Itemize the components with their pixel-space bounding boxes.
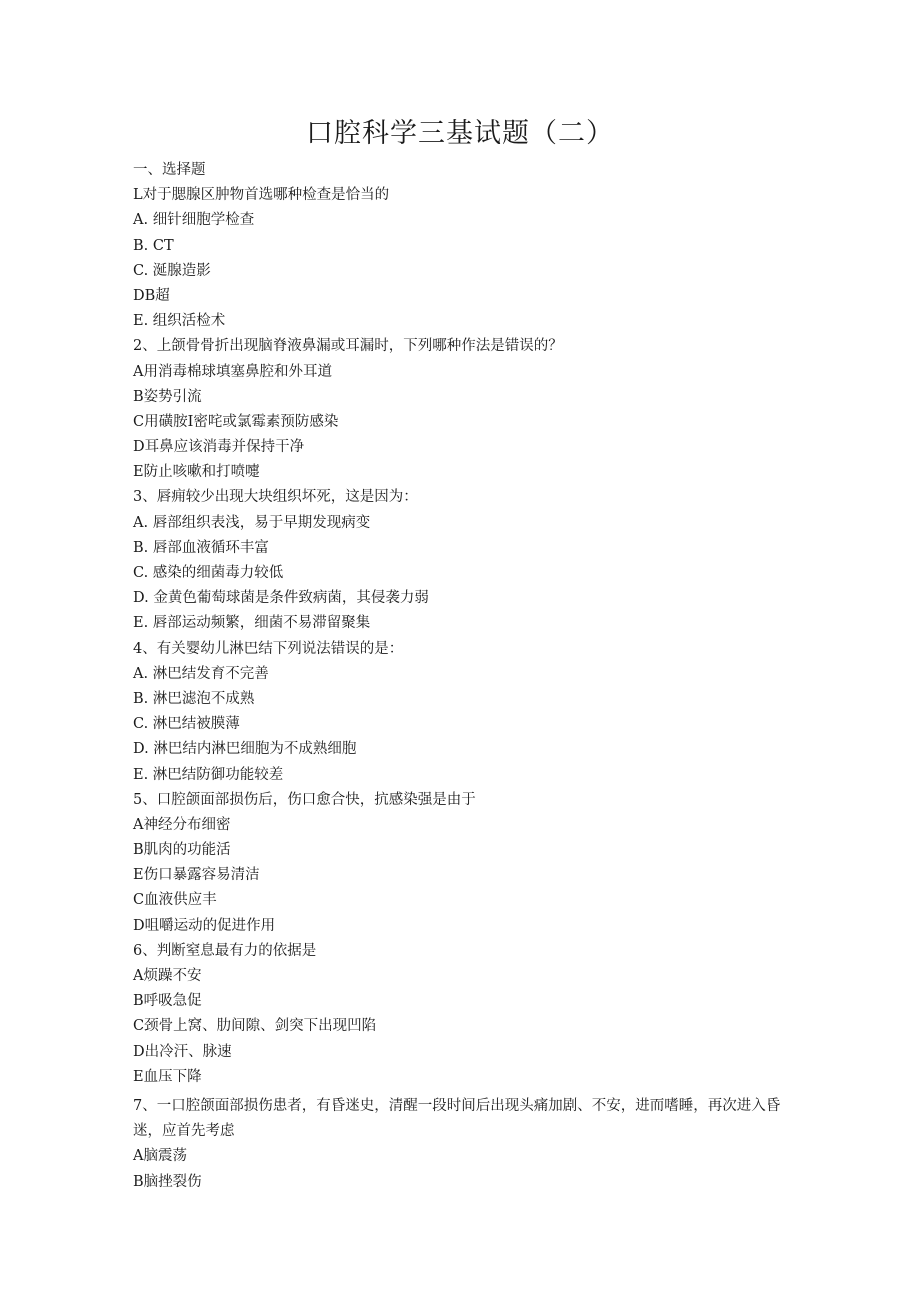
text-line: B呼吸急促 [133,993,202,1010]
text-line: D咀嚼运动的促进作用 [133,917,276,934]
text-line: B肌肉的功能活 [133,842,231,859]
text-line: C血液供应丰 [133,892,217,909]
option-line: A脑震荡 [133,1148,187,1165]
text-line: C. 感染的细菌毒力较低 [133,565,284,581]
text-line: L对于腮腺区肿物首选哪种检查是恰当的 [133,187,390,204]
text-line: 一、选择题 [133,162,206,178]
text-line: E. 唇部运动频繁，细菌不易滞留聚集 [133,615,371,632]
text-line: E防止咳嗽和打喷嚏 [133,464,260,481]
text-line: C用磺胺I密咤或氯霉素预防感染 [133,413,339,430]
text-line: A烦躁不安 [133,968,202,984]
question-list [133,158,793,1090]
document-title: 口腔科学三基试题（二） [306,118,614,149]
text-line: 4、有关婴幼儿淋巴结下列说法错误的是： [133,640,404,657]
text-line: A用消毒棉球填塞鼻腔和外耳道 [133,363,332,380]
text-line: A. 淋巴结发育不完善 [133,665,269,682]
text-line: C. 涎腺造影 [133,262,211,279]
text-line: D出冷汗、脉速 [133,1043,232,1060]
text-line: 2、上颌骨骨折出现脑脊液鼻漏或耳漏时，下列哪种作法是错误的？ [133,338,563,355]
text-line: A神经分布细密 [133,816,231,833]
text-line: D. 淋巴结内淋巴细胞为不成熟细胞 [133,741,357,758]
text-line: B. 唇部血液循环丰富 [133,539,269,556]
text-line: E血压下降 [133,1068,202,1085]
text-line: C. 淋巴结被膜薄 [133,716,240,733]
text-line: E. 组织活检术 [133,313,226,330]
option-line: B脑挫裂伤 [133,1173,202,1190]
text-line: 3、唇痈较少出现大块组织坏死，这是因为： [133,489,418,506]
text-line: DB超 [133,287,170,304]
document-body [133,158,793,1195]
text-line: E. 淋巴结防御功能较差 [133,766,284,783]
text-line: 5、口腔颌面部损伤后，伤口愈合快，抗感染强是由于 [133,791,476,808]
text-line: C颈骨上窝、肋间隙、剑突下出现凹陷 [133,1018,377,1035]
question-7-stem: 7、一口腔颌面部损伤患者，有昏迷史，清醒一段时间后出现头痛加剧、不安，进而嗜睡，再次进入昏迷，应首先考虑 [133,1097,781,1140]
text-line: D. 金黄色葡萄球菌是条件致病菌，其侵袭力弱 [133,590,429,607]
text-line: A. 细针细胞学检查 [133,212,255,229]
text-line: B姿势引流 [133,388,202,405]
text-line: E伤口暴露容易清洁 [133,867,260,884]
text-line: B. 淋巴滤泡不成熟 [133,690,255,707]
question-7-options [133,1144,793,1194]
text-line: D耳鼻应该消毒并保持干净 [133,439,305,456]
text-line: B. CT [133,237,174,254]
text-line: 6、判断窒息最有力的依据是 [133,942,317,959]
text-line: A. 唇部组织表浅，易于早期发现病变 [133,514,371,531]
